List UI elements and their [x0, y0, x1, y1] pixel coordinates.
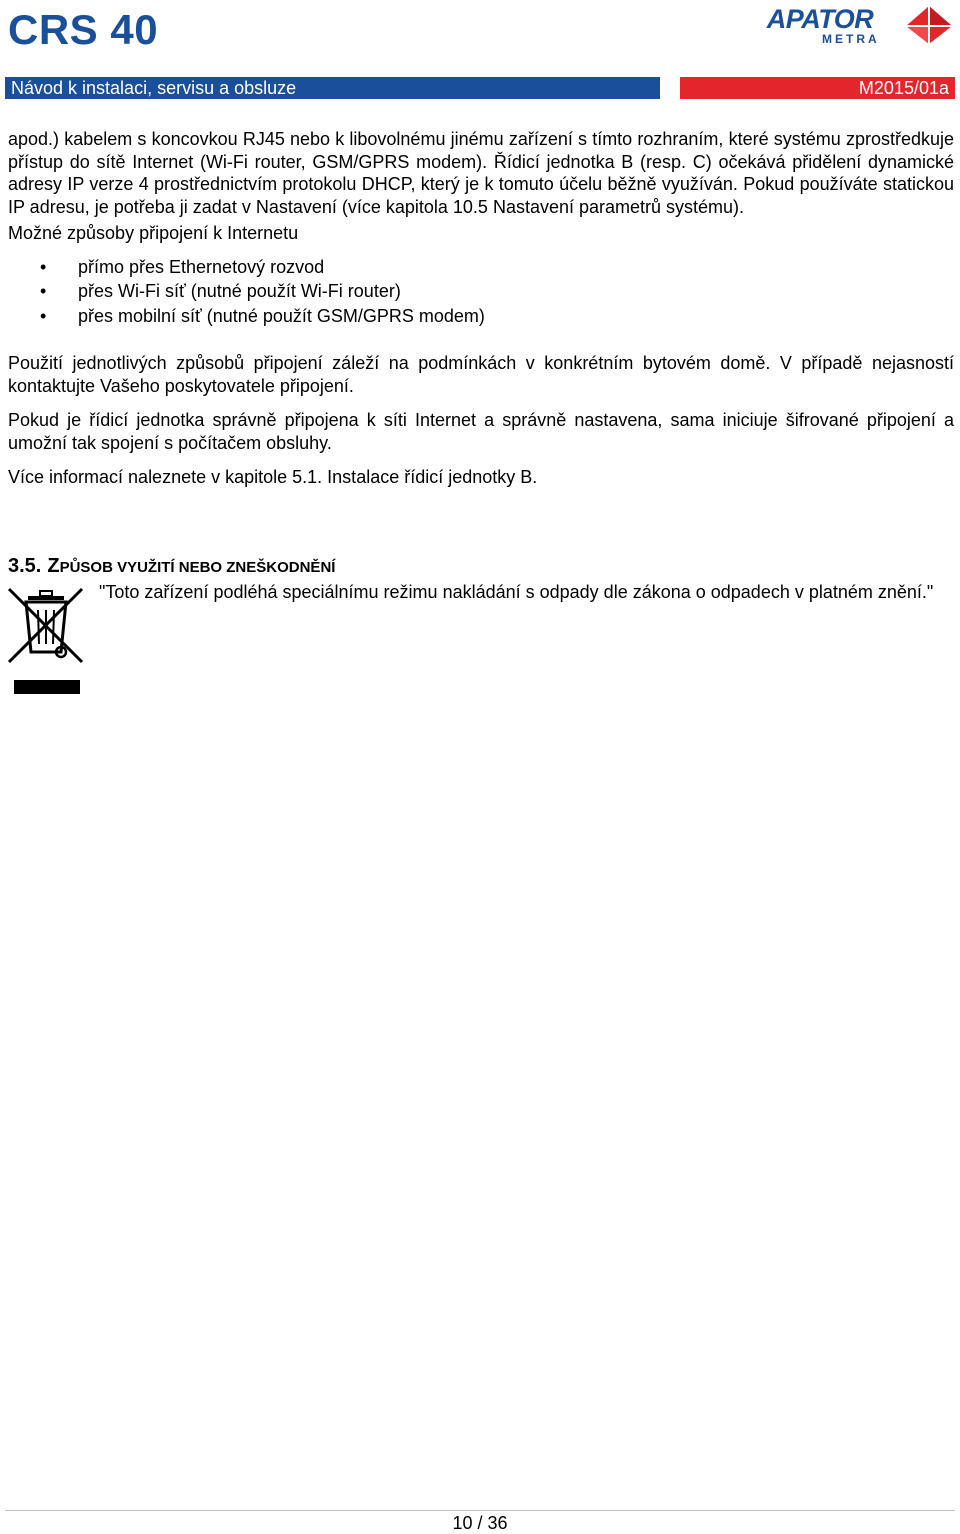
paragraph-usage: Použití jednotlivých způsobů připojení záleží na podmínkách v konkrétním bytovém domě. V případě nejasností kontaktujte Vašeho poskytovatele připojení.: [8, 353, 954, 396]
disposal-text: "Toto zařízení podléhá speciálnímu režimu nakládání s odpady dle zákona o odpadech v platném znění.": [99, 582, 934, 602]
logo-subtext: METRA: [822, 32, 880, 46]
bullet-icon: •: [40, 305, 47, 326]
paragraph-encryption: Pokud je řídicí jednotka správně připojena k síti Internet a správně nastavena, sama iniciuje šifrované připojení a umožní tak spojení s počítačem obsluhy.: [8, 410, 954, 453]
bullet-icon: •: [40, 256, 47, 277]
logo-wordmark: APATOR: [766, 4, 874, 34]
section-heading-disposal: 3.5. ZPŮSOB VYUŽITÍ NEBO ZNEŠKODNĚNÍ: [8, 555, 336, 577]
paragraph-connection-options: Možné způsoby připojení k Internetu: [8, 223, 299, 243]
paragraph-more-info: Více informací naleznete v kapitole 5.1. Instalace řídicí jednotky B.: [8, 467, 538, 487]
header-doc-code-band: M2015/01a: [680, 77, 955, 99]
apator-metra-logo: [740, 4, 954, 46]
bullet-icon: •: [40, 281, 47, 301]
paragraph-connection: apod.) kabelem s koncovkou RJ45 nebo k libovolnému jinému zařízení s tímto rozhraním, které systému zprostředkuje přístup do sítě Internet (Wi-Fi router, GSM/GPRS modem). Řídicí jednotka B (resp. C) očekává přidělení dynamické adresy IP verze 4 prostřednictvím protokolu DHCP, který je k tomuto účelu běžně využíván. Pokud používáte statickou IP adresu, je potřeba ji zadat v Nastavení (více kapitola 10.5 Nastavení parametrů systému).: [8, 129, 954, 217]
footer-divider: [5, 1510, 955, 1511]
header-subtitle-band: Návod k instalaci, servisu a obsluze: [5, 77, 660, 99]
logo-diamond-icon: [904, 4, 954, 46]
list-item: • přímo přes Ethernetový rozvod: [8, 255, 954, 280]
page-number: 10 / 36: [452, 1513, 508, 1533]
main-content: [8, 128, 954, 489]
crossed-out-wheelie-bin-icon: [6, 586, 86, 696]
list-item: • přes mobilní síť (nutné použít GSM/GPRS modem): [8, 304, 954, 329]
connection-options-list: [8, 255, 954, 329]
section-number: 3.5.: [8, 555, 42, 577]
document-title: CRS 40: [8, 6, 159, 53]
list-item: • přes Wi-Fi síť (nutné použít Wi-Fi router): [8, 279, 954, 304]
